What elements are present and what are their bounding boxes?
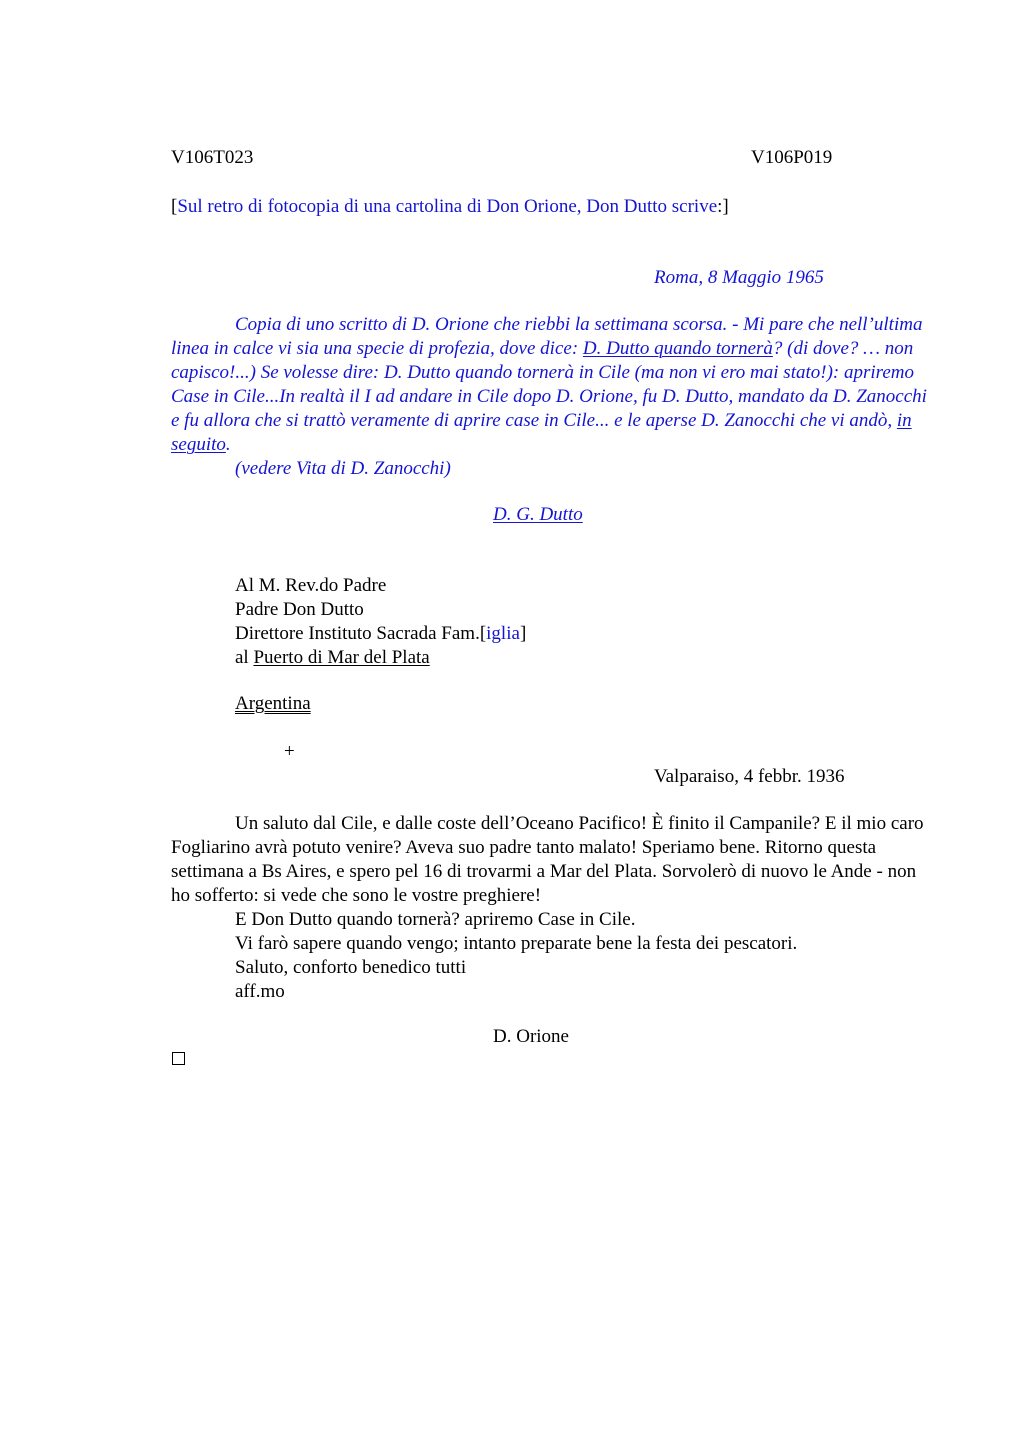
commentary-text-a: Copia di uno scritto di D. Orione che riebbi la settimana scorsa. - Mi pare che nell’ultima linea in calce vi sia una specie di profezia, dove dice: <box>171 314 923 359</box>
address-line-4-prefix: al <box>235 647 254 668</box>
editorial-note <box>171 195 729 219</box>
address-line-2: Padre Don Dutto <box>235 599 364 620</box>
letter-date: Valparaiso, 4 febbr. 1936 <box>654 766 845 787</box>
address-line-3-open-bracket: [ <box>479 623 487 644</box>
address-place: Puerto di Mar del Plata <box>253 647 430 668</box>
commentary-paragraph <box>171 313 931 457</box>
commentary-text-b: ? (di dove? … non capisco!...) Se volesse dire: D. Dutto quando tornerà in Cile (ma non vi ero mai stato!): apriremo Case in Cile...In realtà il I ad andare in Cile dopo D. Orione, fu D. Dutto, mandato da D. Zanocchi e fu allora che si trattò veramente di aprire case in Cile... e le aperse D. Zanocchi che vi andò, <box>171 338 927 431</box>
cross-icon: + <box>284 741 295 762</box>
checkbox-square-icon <box>172 1052 185 1065</box>
letter-closing: aff.mo <box>235 981 285 1002</box>
address-line-3 <box>235 622 735 646</box>
letter-paragraph-1: Un saluto dal Cile, e dalle coste dell’Oceano Pacifico! È finito il Campanile? E il mio caro Fogliarino avrà potuto venire? Aveva suo padre tanto malato! Speriamo bene. Ritorno questa settimana a Bs Aires, e spero pel 16 di trovarmi a Mar del Plata. Sorvolerò di nuovo le Ande - non ho sofferto: si vede che sono le vostre preghiere! <box>171 813 924 906</box>
document-code-left: V106T023 <box>171 147 254 168</box>
address-line-3-close-bracket: ] <box>519 623 527 644</box>
commentary-signature: D. G. Dutto <box>493 504 583 525</box>
address-country: Argentina <box>235 693 311 714</box>
address-line-3-text: Direttore Instituto Sacrada Fam. <box>235 623 480 644</box>
address-line-3-insert: iglia <box>486 623 520 644</box>
commentary-reference: (vedere Vita di D. Zanocchi) <box>235 458 451 479</box>
commentary-date: Roma, 8 Maggio 1965 <box>654 267 824 288</box>
letter-signature: D. Orione <box>493 1026 569 1047</box>
note-close-bracket: :] <box>717 196 729 217</box>
commentary-underlined-in-seguito: in seguito <box>171 410 912 455</box>
commentary-body <box>171 313 931 481</box>
note-text: Sul retro di fotocopia di una cartolina di Don Orione, Don Dutto scrive <box>177 196 718 217</box>
commentary-underlined-quote: D. Dutto quando tornerà <box>582 338 773 359</box>
letter-body <box>171 812 931 1004</box>
postcard-address <box>235 574 735 670</box>
letter-paragraph-3: Vi farò sapere quando vengo; intanto preparate bene la festa dei pescatori. <box>235 933 798 954</box>
letter-paragraph-2: E Don Dutto quando tornerà? apriremo Case in Cile. <box>235 909 636 930</box>
address-line-4 <box>235 646 735 670</box>
letter-paragraph-4: Saluto, conforto benedico tutti <box>235 957 467 978</box>
note-open-bracket: [ <box>171 196 178 217</box>
address-line-1: Al M. Rev.do Padre <box>235 575 387 596</box>
commentary-text-c: . <box>225 434 231 455</box>
document-code-right: V106P019 <box>751 147 833 168</box>
